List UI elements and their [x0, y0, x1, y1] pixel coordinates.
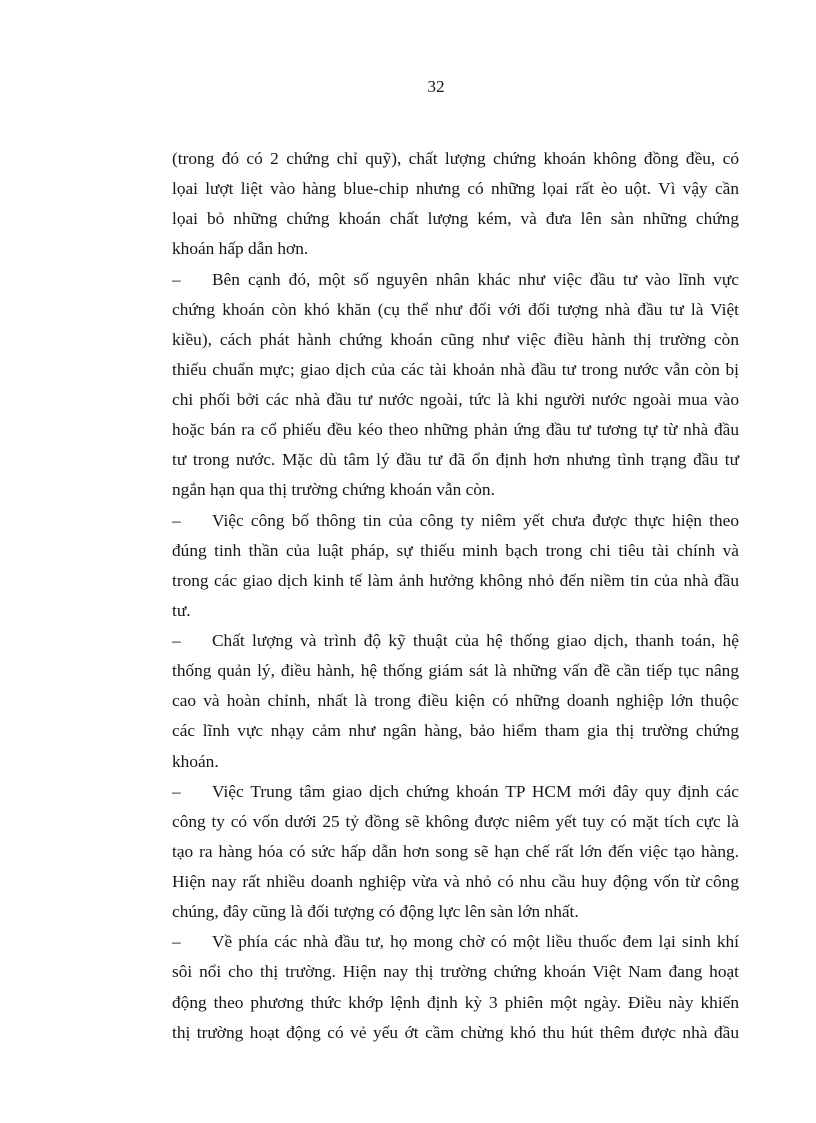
bullet-dash: – [172, 510, 181, 530]
text-line [172, 174, 739, 204]
text-line [172, 747, 739, 777]
text-line [172, 957, 739, 987]
text-line [172, 596, 739, 626]
text-line [172, 295, 739, 325]
line-text: hoặc bán ra cổ phiếu đều kéo theo những phản ứng đầu tư tương tự từ nhà đầu [172, 420, 739, 440]
line-text: Hiện nay rất nhiều doanh nghiệp vừa và nhỏ có nhu cầu huy động vốn từ công [172, 872, 739, 891]
paragraph [172, 144, 739, 265]
line-text: tư. [172, 600, 191, 620]
line-text: công ty có vốn dưới 25 tỷ đồng sẽ không được niêm yết tuy có mặt tích cực là [172, 811, 739, 831]
text-line [172, 988, 739, 1018]
text-line [172, 234, 739, 264]
line-text: khoán hấp dẫn hơn. [172, 239, 309, 259]
text-line [172, 927, 739, 957]
line-text: lọai bỏ những chứng khoán chất lượng kém, và đưa lên sàn những chứng [172, 209, 739, 229]
line-text: trong các giao dịch kinh tế làm ảnh hưởng không nhỏ đến niềm tin của nhà đầu [172, 570, 739, 590]
line-text: Bên cạnh đó, một số nguyên nhân khác như việc đầu tư vào lĩnh vực [212, 269, 739, 289]
line-text: lọai lượt liệt vào hàng blue-chip nhưng có những lọai rất èo uột. Vì vậy cần [172, 179, 739, 199]
text-line [172, 445, 739, 475]
text-line [172, 204, 739, 234]
text-line [172, 325, 739, 355]
line-text: Về phía các nhà đầu tư, họ mong chờ có một liều thuốc đem lại sinh khí [212, 932, 739, 952]
line-text: chúng, đây cũng là đối tượng có động lực lên sàn lớn nhất. [172, 902, 579, 922]
text-line [172, 867, 739, 897]
line-text: đúng tinh thần của luật pháp, sự thiếu minh bạch trong chi tiêu tài chính và [172, 540, 739, 560]
line-text: khoán. [172, 751, 219, 771]
bullet-paragraph [172, 777, 739, 928]
text-line [172, 807, 739, 837]
text-line [172, 656, 739, 686]
line-text: tạo ra hàng hóa có sức hấp dẫn hơn song sẽ hạn chế rất lớn đến việc tạo hàng. [172, 841, 739, 861]
text-line [172, 566, 739, 596]
text-line [172, 716, 739, 746]
text-line [172, 506, 739, 536]
line-text: Chất lượng và trình độ kỹ thuật của hệ thống giao dịch, thanh toán, hệ [212, 631, 739, 650]
text-line [172, 355, 739, 385]
bullet-dash: – [172, 932, 181, 952]
line-text: tư trong nước. Mặc dù tâm lý đầu tư đã ổn định hơn nhưng tình trạng đầu tư [172, 450, 739, 470]
text-line [172, 144, 739, 174]
text-line [172, 837, 739, 867]
line-text: động theo phương thức khớp lệnh định kỳ 3 phiên một ngày. Điều này khiến [172, 992, 739, 1012]
body-text [172, 144, 739, 1048]
line-text: Việc công bố thông tin của công ty niêm yết chưa được thực hiện theo [212, 510, 739, 530]
bullet-paragraph [172, 927, 739, 1048]
text-line [172, 777, 739, 807]
line-text: Việc Trung tâm giao dịch chứng khoán TP HCM mới đây quy định các [212, 781, 739, 801]
line-text: kiều), cách phát hành chứng khoán cũng như việc điều hành thị trường còn [172, 329, 739, 349]
bullet-paragraph [172, 626, 739, 777]
line-text: thiếu chuẩn mực; giao dịch của các tài khoản nhà đầu tư trong nước vẫn còn bị [172, 359, 739, 379]
line-text: thị trường hoạt động có vẻ yếu ớt cầm chừng khó thu hút thêm được nhà đầu [172, 1022, 739, 1042]
bullet-dash: – [172, 631, 181, 650]
line-text: sôi nổi cho thị trường. Hiện nay thị trường chứng khoán Việt Nam đang hoạt [172, 962, 739, 982]
line-text: thống quản lý, điều hành, hệ thống giám sát là những vấn đề cần tiếp tục nâng [172, 661, 739, 681]
text-line [172, 1018, 739, 1048]
bullet-dash: – [172, 269, 181, 289]
text-line [172, 897, 739, 927]
line-text: chi phối bởi các nhà đầu tư nước ngoài, tức là khi người nước ngoài mua vào [172, 390, 739, 409]
text-line [172, 415, 739, 445]
text-line [172, 686, 739, 716]
text-line [172, 626, 739, 656]
text-line [172, 265, 739, 295]
line-text: các lĩnh vực nhạy cảm như ngân hàng, bảo hiểm tham gia thị trường chứng [172, 721, 739, 741]
bullet-dash: – [172, 781, 181, 801]
line-text: chứng khoán còn khó khăn (cụ thể như đối với đối tượng nhà đầu tư là Việt [172, 299, 739, 319]
bullet-paragraph [172, 265, 739, 506]
text-line [172, 475, 739, 505]
bullet-paragraph [172, 506, 739, 627]
line-text: (trong đó có 2 chứng chỉ quỹ), chất lượng chứng khoán không đồng đều, có [172, 149, 739, 168]
text-line [172, 385, 739, 415]
line-text: cao và hoàn chỉnh, nhất là trong điều kiện có những doanh nghiệp lớn thuộc [172, 691, 739, 711]
text-line [172, 536, 739, 566]
page-number: 32 [427, 77, 445, 96]
line-text: ngắn hạn qua thị trường chứng khoán vẫn còn. [172, 480, 495, 500]
